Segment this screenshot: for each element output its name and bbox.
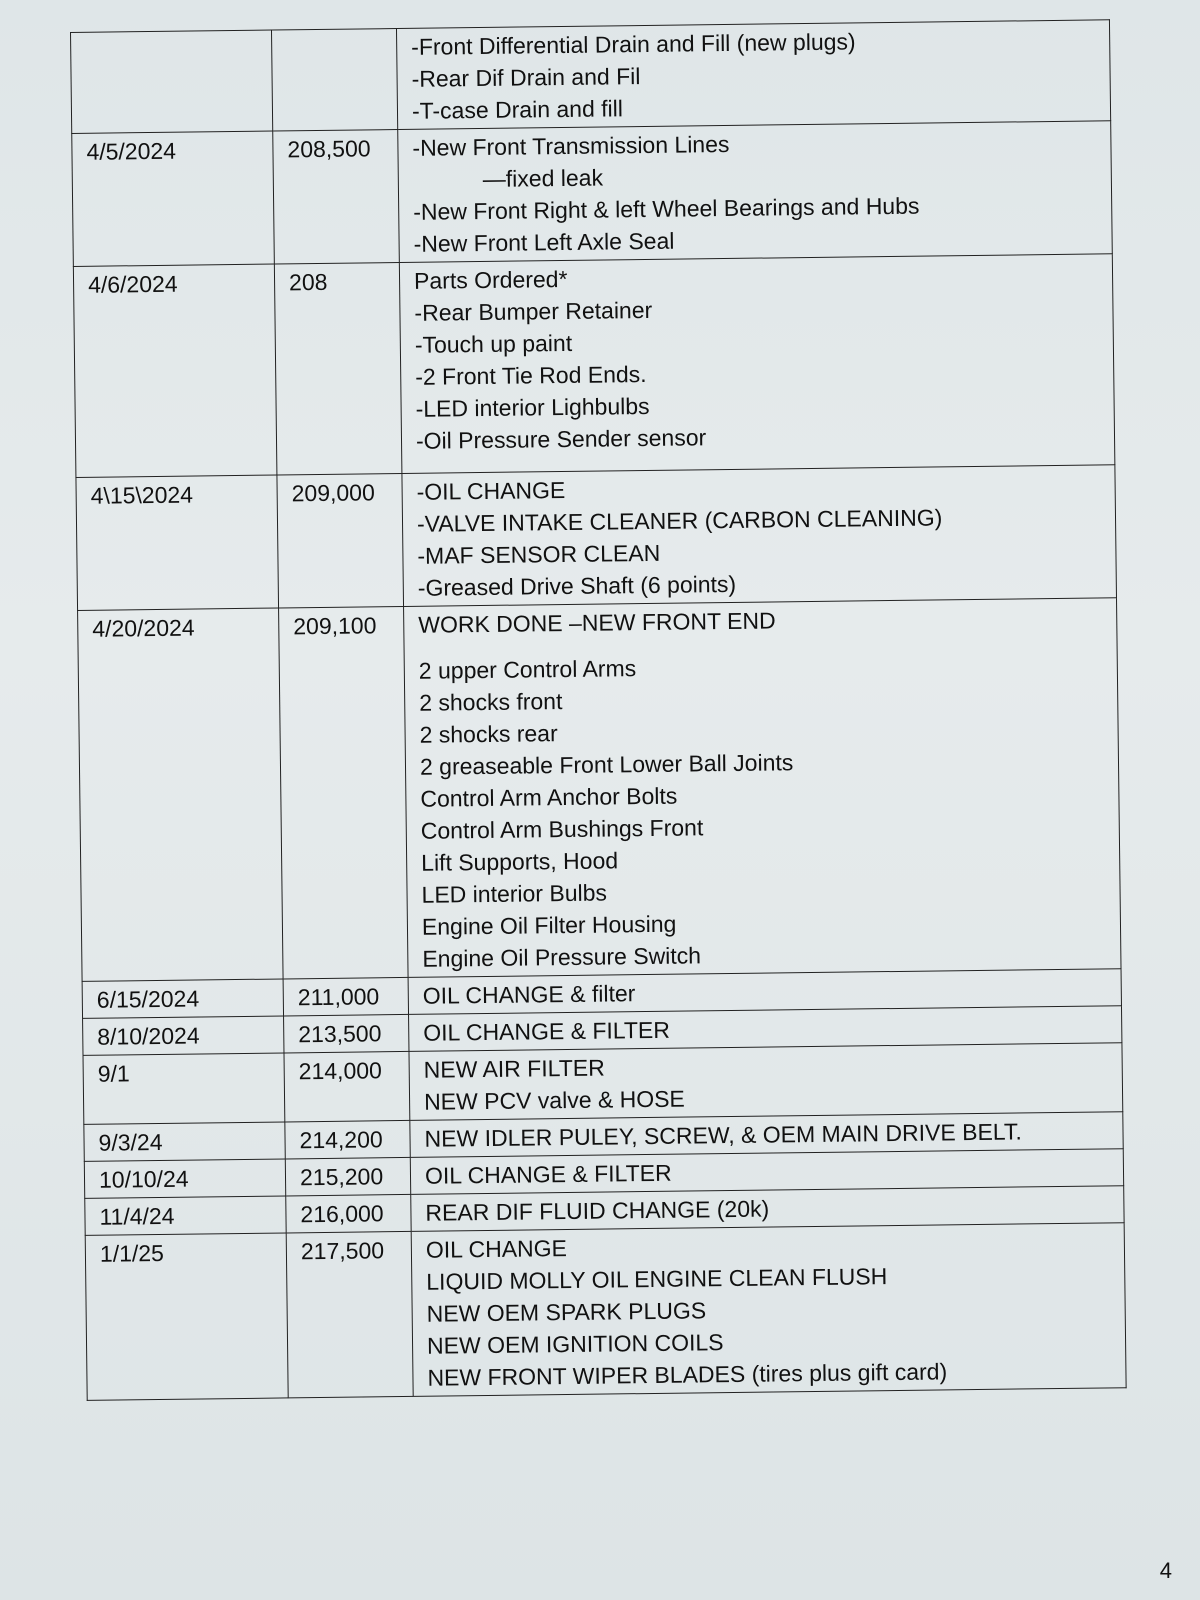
- work-line: OIL CHANGE & FILTER: [423, 1016, 671, 1046]
- mileage-cell: 216,000: [286, 1194, 411, 1233]
- date-cell: 6/15/2024: [82, 979, 283, 1018]
- work-line: OIL CHANGE: [425, 1235, 568, 1263]
- work-cell: [402, 465, 1117, 607]
- work-line: Control Arm Bushings Front: [420, 814, 704, 844]
- work-line: -T-case Drain and fill: [411, 95, 624, 124]
- page-number: 4: [1159, 1558, 1172, 1583]
- work-cell: [404, 598, 1121, 978]
- work-cell: [398, 121, 1113, 263]
- work-cell: [411, 1223, 1126, 1397]
- work-line: -Oil Pressure Sender sensor: [415, 424, 707, 454]
- work-line: 2 shocks front: [419, 688, 563, 716]
- log-row: [76, 465, 1117, 611]
- mileage-cell: 217,500: [286, 1231, 413, 1398]
- work-line: -LED interior Lighbulbs: [415, 392, 650, 422]
- work-line: Engine Oil Pressure Switch: [422, 942, 702, 972]
- date-cell: 11/4/24: [85, 1196, 286, 1235]
- work-cell: [409, 1043, 1123, 1121]
- log-row: [85, 1223, 1126, 1401]
- mileage-cell: 208: [274, 262, 402, 475]
- work-line: —fixed leak: [482, 164, 604, 192]
- date-cell: 4\15\2024: [76, 475, 279, 610]
- mileage-cell: 213,500: [284, 1014, 409, 1053]
- work-line: -New Front Transmission Lines: [412, 130, 730, 161]
- mileage-cell: [271, 29, 397, 132]
- log-row: [78, 598, 1121, 982]
- work-line: -Greased Drive Shaft (6 points): [417, 570, 737, 601]
- date-cell: 10/10/24: [84, 1159, 285, 1198]
- date-cell: 4/6/2024: [73, 264, 277, 477]
- work-line: LED interior Bulbs: [421, 879, 608, 908]
- mileage-cell: 214,000: [284, 1051, 410, 1122]
- mileage-cell: 209,000: [277, 473, 404, 608]
- date-cell: 9/3/24: [84, 1122, 285, 1161]
- date-cell: 8/10/2024: [83, 1016, 284, 1055]
- work-line: NEW FRONT WIPER BLADES (tires plus gift card): [427, 1358, 948, 1391]
- log-row: [83, 1043, 1123, 1125]
- work-line: Parts Ordered*: [413, 265, 568, 294]
- work-line: 2 shocks rear: [419, 720, 558, 748]
- mileage-cell: 215,200: [285, 1157, 410, 1196]
- work-line: NEW OEM IGNITION COILS: [426, 1329, 724, 1359]
- work-line: -VALVE INTAKE CLEANER (CARBON CLEANING): [416, 504, 943, 537]
- work-line: NEW PCV valve & HOSE: [423, 1085, 685, 1115]
- work-line: -Front Differential Drain and Fill (new plugs): [411, 28, 856, 60]
- work-line: Lift Supports, Hood: [421, 847, 619, 876]
- date-cell: 4/20/2024: [78, 608, 284, 981]
- work-line: 2 greaseable Front Lower Ball Joints: [419, 749, 794, 780]
- mileage-cell: 208,500: [273, 130, 400, 265]
- work-line: -MAF SENSOR CLEAN: [417, 539, 661, 569]
- date-cell: [71, 30, 273, 133]
- mileage-cell: 214,200: [285, 1120, 410, 1159]
- work-cell: [399, 254, 1115, 474]
- date-cell: 4/5/2024: [72, 131, 275, 266]
- work-line: 2 upper Control Arms: [418, 655, 637, 684]
- log-row: [72, 121, 1113, 267]
- work-line: Engine Oil Filter Housing: [421, 910, 677, 940]
- work-line: Control Arm Anchor Bolts: [420, 782, 678, 812]
- work-line: NEW OEM SPARK PLUGS: [426, 1297, 707, 1327]
- work-cell: [396, 20, 1110, 130]
- log-row: [73, 254, 1115, 478]
- mileage-cell: 209,100: [279, 606, 409, 978]
- maintenance-log-table: [70, 19, 1127, 1401]
- work-line: -Rear Dif Drain and Fil: [411, 63, 641, 92]
- work-line: -New Front Left Axle Seal: [413, 227, 675, 257]
- work-line: -OIL CHANGE: [416, 476, 566, 505]
- work-line: NEW AIR FILTER: [423, 1054, 605, 1083]
- work-line: NEW IDLER PULEY, SCREW, & OEM MAIN DRIVE BELT.: [424, 1118, 1022, 1152]
- work-line: WORK DONE –NEW FRONT END: [418, 607, 776, 638]
- work-line: OIL CHANGE & filter: [422, 980, 636, 1009]
- date-cell: 9/1: [83, 1053, 285, 1124]
- work-line: OIL CHANGE & FILTER: [424, 1159, 672, 1189]
- work-line: -Rear Bumper Retainer: [414, 296, 653, 326]
- work-line: -2 Front Tie Rod Ends.: [415, 360, 647, 390]
- log-row: [71, 20, 1111, 134]
- work-line: LIQUID MOLLY OIL ENGINE CLEAN FLUSH: [426, 1263, 888, 1295]
- maintenance-log-body: [71, 20, 1127, 1401]
- date-cell: 1/1/25: [85, 1233, 288, 1400]
- work-line: REAR DIF FLUID CHANGE (20k): [425, 1195, 770, 1226]
- mileage-cell: 211,000: [283, 977, 408, 1016]
- work-line: -Touch up paint: [414, 329, 573, 358]
- work-line: -New Front Right & left Wheel Bearings and Hubs: [413, 192, 920, 225]
